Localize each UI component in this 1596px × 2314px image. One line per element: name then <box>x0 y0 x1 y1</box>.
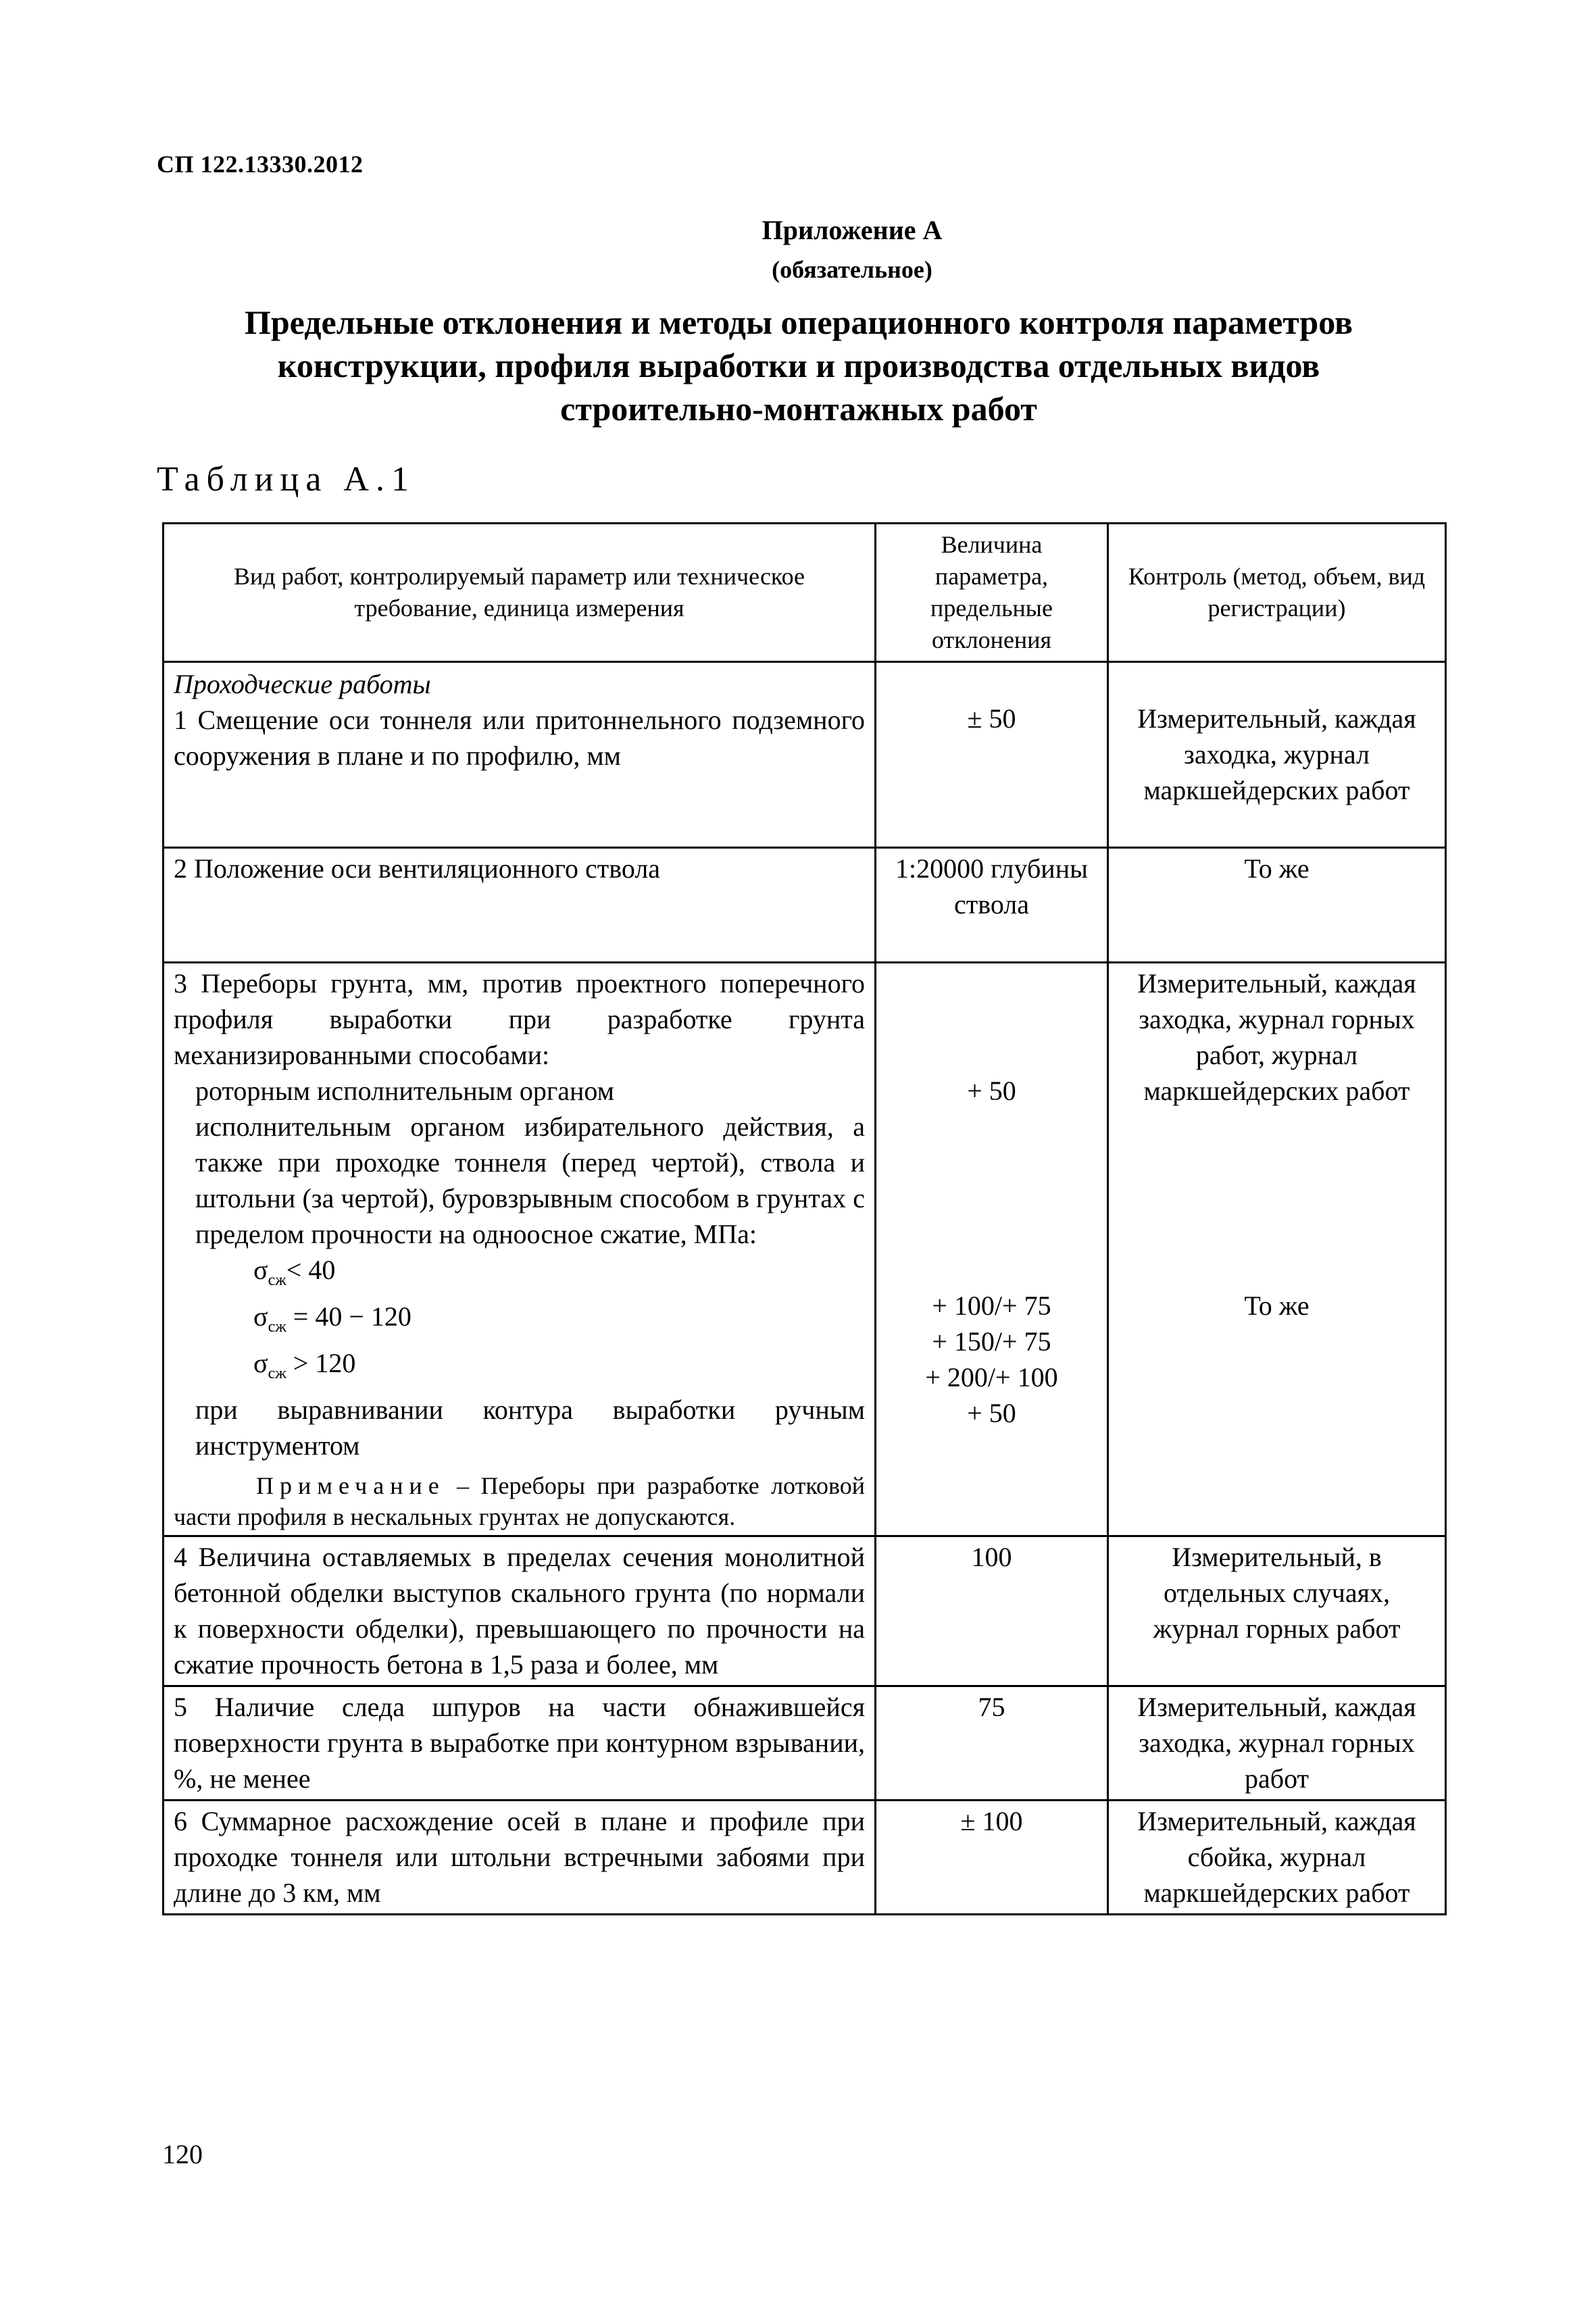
row3-sigma-1: $\sigma_{сж}< 40$ <box>253 1255 336 1289</box>
document-code: СП 122.13330.2012 <box>157 151 364 178</box>
title-line-1: Предельные отклонения и методы операционного контроля параметров <box>244 303 1353 341</box>
table-row <box>164 1686 1446 1801</box>
note-text: – Переборы при разработке лотковой части профиля в нескальных грунтах не допускаются. <box>174 1472 865 1530</box>
row3-rotor-value: + 50 <box>967 1076 1016 1106</box>
note-label: Примечание <box>256 1472 445 1499</box>
table-row <box>164 1801 1446 1915</box>
row3-rotor: роторным исполнительным органом <box>195 1076 614 1106</box>
table-row <box>164 1536 1446 1686</box>
row3-sigma2-value: + 150/+ 75 <box>932 1326 1051 1357</box>
row3-description <box>164 963 876 1536</box>
table-row <box>164 963 1446 1536</box>
row2-control: То же <box>1108 848 1446 963</box>
page-number: 120 <box>162 2139 203 2169</box>
row4-value: 100 <box>876 1536 1108 1686</box>
row6-value: ± 100 <box>876 1801 1108 1915</box>
row3-sigma1-value: + 100/+ 75 <box>932 1290 1051 1321</box>
row3-values-cell <box>876 963 1108 1536</box>
row3-sigma3-value: + 200/+ 100 <box>925 1362 1058 1392</box>
row6-control: Измерительный, каждая сбойка, журнал маркшейдерских работ <box>1108 1801 1446 1915</box>
row3-selective: исполнительным органом избирательного действия, а также при проходке тоннеля (перед чертой), ствола и штольни (за чертой), буровзрывным способом в грунтах с пределом прочности на одноосное сжатие, МПа: <box>195 1111 865 1249</box>
table-header-row <box>164 524 1446 662</box>
table-row <box>164 848 1446 963</box>
row4-control: Измерительный, в отдельных случаях, журнал горных работ <box>1108 1536 1446 1686</box>
row1-description <box>164 662 876 848</box>
row5-description: 5 Наличие следа шпуров на части обнажившейся поверхности грунта в выработке при контурном взрывании, %, не менее <box>164 1686 876 1801</box>
row2-value: 1:20000 глубины ствола <box>876 848 1108 963</box>
row3-manual-value: + 50 <box>967 1398 1016 1428</box>
row3-control: Измерительный, каждая заходка, журнал горных работ, журнал маркшейдерских работ <box>1137 968 1416 1106</box>
row3-text: 3 Переборы грунта, мм, против проектного поперечного профиля выработки при разработке грунта механизированными способами: <box>174 968 865 1070</box>
row1-value: ± 50 <box>967 703 1016 734</box>
row1-value-cell <box>876 662 1108 848</box>
row1-control: Измерительный, каждая заходка, журнал маркшейдерских работ <box>1137 703 1416 805</box>
title-line-2: конструкции, профиля выработки и производства отдельных видов <box>277 347 1320 384</box>
row1-control-cell <box>1108 662 1446 848</box>
row2-description <box>164 848 876 963</box>
table-row <box>164 662 1446 848</box>
row3-note <box>174 1470 865 1532</box>
table-label: Таблица А.1 <box>157 460 416 499</box>
page-title <box>157 301 1441 430</box>
row3-manual: при выравнивании контура выработки ручным инструментом <box>195 1394 865 1461</box>
row3-control-cell <box>1108 963 1446 1536</box>
appendix-status: (обязательное) <box>772 256 932 283</box>
row4-description: 4 Величина оставляемых в пределах сечения монолитной бетонной обделки выступов скального грунта (по нормали к поверхности обделки), превышающего по прочности на сжатие прочность бетона в 1,5 раза и более, мм <box>164 1536 876 1686</box>
row5-value: 75 <box>876 1686 1108 1801</box>
row6-description: 6 Суммарное расхождение осей в плане и профиле при проходке тоннеля или штольни встречными забоями при длине до 3 км, мм <box>164 1801 876 1915</box>
title-line-3: строительно-монтажных работ <box>560 390 1037 428</box>
row2-text: 2 Положение оси вентиляционного ствола <box>174 853 661 884</box>
appendix-heading <box>0 211 1596 289</box>
row3-control-sigma: То же <box>1244 1290 1310 1321</box>
header-work-type: Вид работ, контролируемый параметр или техническое требование, единица измерения <box>164 524 876 662</box>
header-control-method: Контроль (метод, объем, вид регистрации) <box>1108 524 1446 662</box>
row5-control: Измерительный, каждая заходка, журнал горных работ <box>1108 1686 1446 1801</box>
section-title: Проходческие работы <box>174 669 431 699</box>
row3-sigma-3: $\sigma_{сж} > 120$ <box>253 1348 356 1382</box>
appendix-title: Приложение А <box>762 215 943 245</box>
row3-sigma-2: $\sigma_{сж} = 40 - 120$ <box>253 1301 412 1336</box>
requirements-table <box>162 522 1447 1915</box>
header-parameter-value: Величина параметра, предельные отклонения <box>876 524 1108 662</box>
row1-text: 1 Смещение оси тоннеля или притоннельного подземного сооружения в плане и по профилю, мм <box>174 705 865 771</box>
